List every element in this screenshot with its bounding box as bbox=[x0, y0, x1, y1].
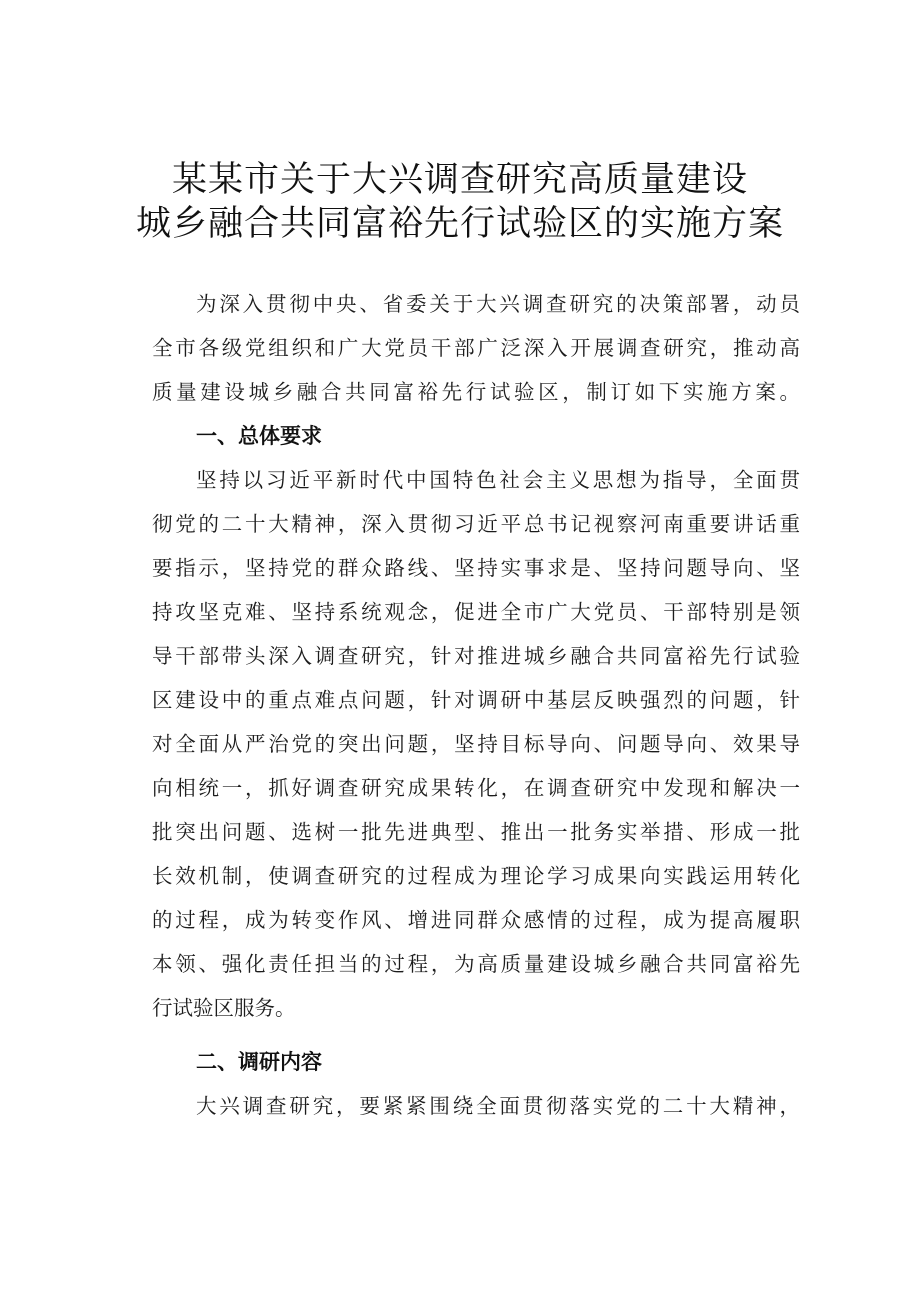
section-heading-research-content: 二、调研内容 bbox=[196, 1050, 322, 1074]
section1-paragraph-line: 的过程，成为转变作风、增进同群众感情的过程，成为提高履职 bbox=[152, 908, 800, 932]
section1-paragraph-line: 彻党的二十大精神，深入贯彻习近平总书记视察河南重要讲话重 bbox=[152, 512, 800, 536]
section1-paragraph-line: 长效机制，使调查研究的过程成为理论学习成果向实践运用转化 bbox=[152, 864, 800, 888]
section1-paragraph-line: 本领、强化责任担当的过程，为高质量建设城乡融合共同富裕先 bbox=[152, 952, 800, 976]
section1-paragraph-line: 对全面从严治党的突出问题，坚持目标导向、问题导向、效果导 bbox=[152, 732, 800, 756]
section1-paragraph-line: 行试验区服务。 bbox=[152, 996, 296, 1020]
section1-paragraph-line: 导干部带头深入调查研究，针对推进城乡融合共同富裕先行试验 bbox=[152, 644, 800, 668]
section2-paragraph-line: 大兴调查研究，要紧紧围绕全面贯彻落实党的二十大精神， bbox=[196, 1094, 800, 1118]
intro-paragraph-line: 为深入贯彻中央、省委关于大兴调查研究的决策部署，动员 bbox=[196, 292, 800, 316]
document-title-line-1: 某某市关于大兴调查研究高质量建设 bbox=[171, 160, 748, 200]
section1-paragraph-line: 批突出问题、选树一批先进典型、推出一批务实举措、形成一批 bbox=[152, 820, 800, 844]
intro-paragraph-line: 全市各级党组织和广大党员干部广泛深入开展调查研究，推动高 bbox=[152, 336, 800, 360]
intro-paragraph-line: 质量建设城乡融合共同富裕先行试验区，制订如下实施方案。 bbox=[152, 380, 800, 404]
section1-paragraph-line: 坚持以习近平新时代中国特色社会主义思想为指导，全面贯 bbox=[196, 468, 800, 492]
section1-paragraph-line: 要指示，坚持党的群众路线、坚持实事求是、坚持问题导向、坚 bbox=[152, 556, 800, 580]
document-title-line-2: 城乡融合共同富裕先行试验区的实施方案 bbox=[135, 204, 784, 244]
section-heading-general-requirements: 一、总体要求 bbox=[196, 424, 322, 448]
section1-paragraph-line: 持攻坚克难、坚持系统观念，促进全市广大党员、干部特别是领 bbox=[152, 600, 800, 624]
section1-paragraph-line: 向相统一，抓好调查研究成果转化，在调查研究中发现和解决一 bbox=[152, 776, 800, 800]
section1-paragraph-line: 区建设中的重点难点问题，针对调研中基层反映强烈的问题，针 bbox=[152, 688, 800, 712]
